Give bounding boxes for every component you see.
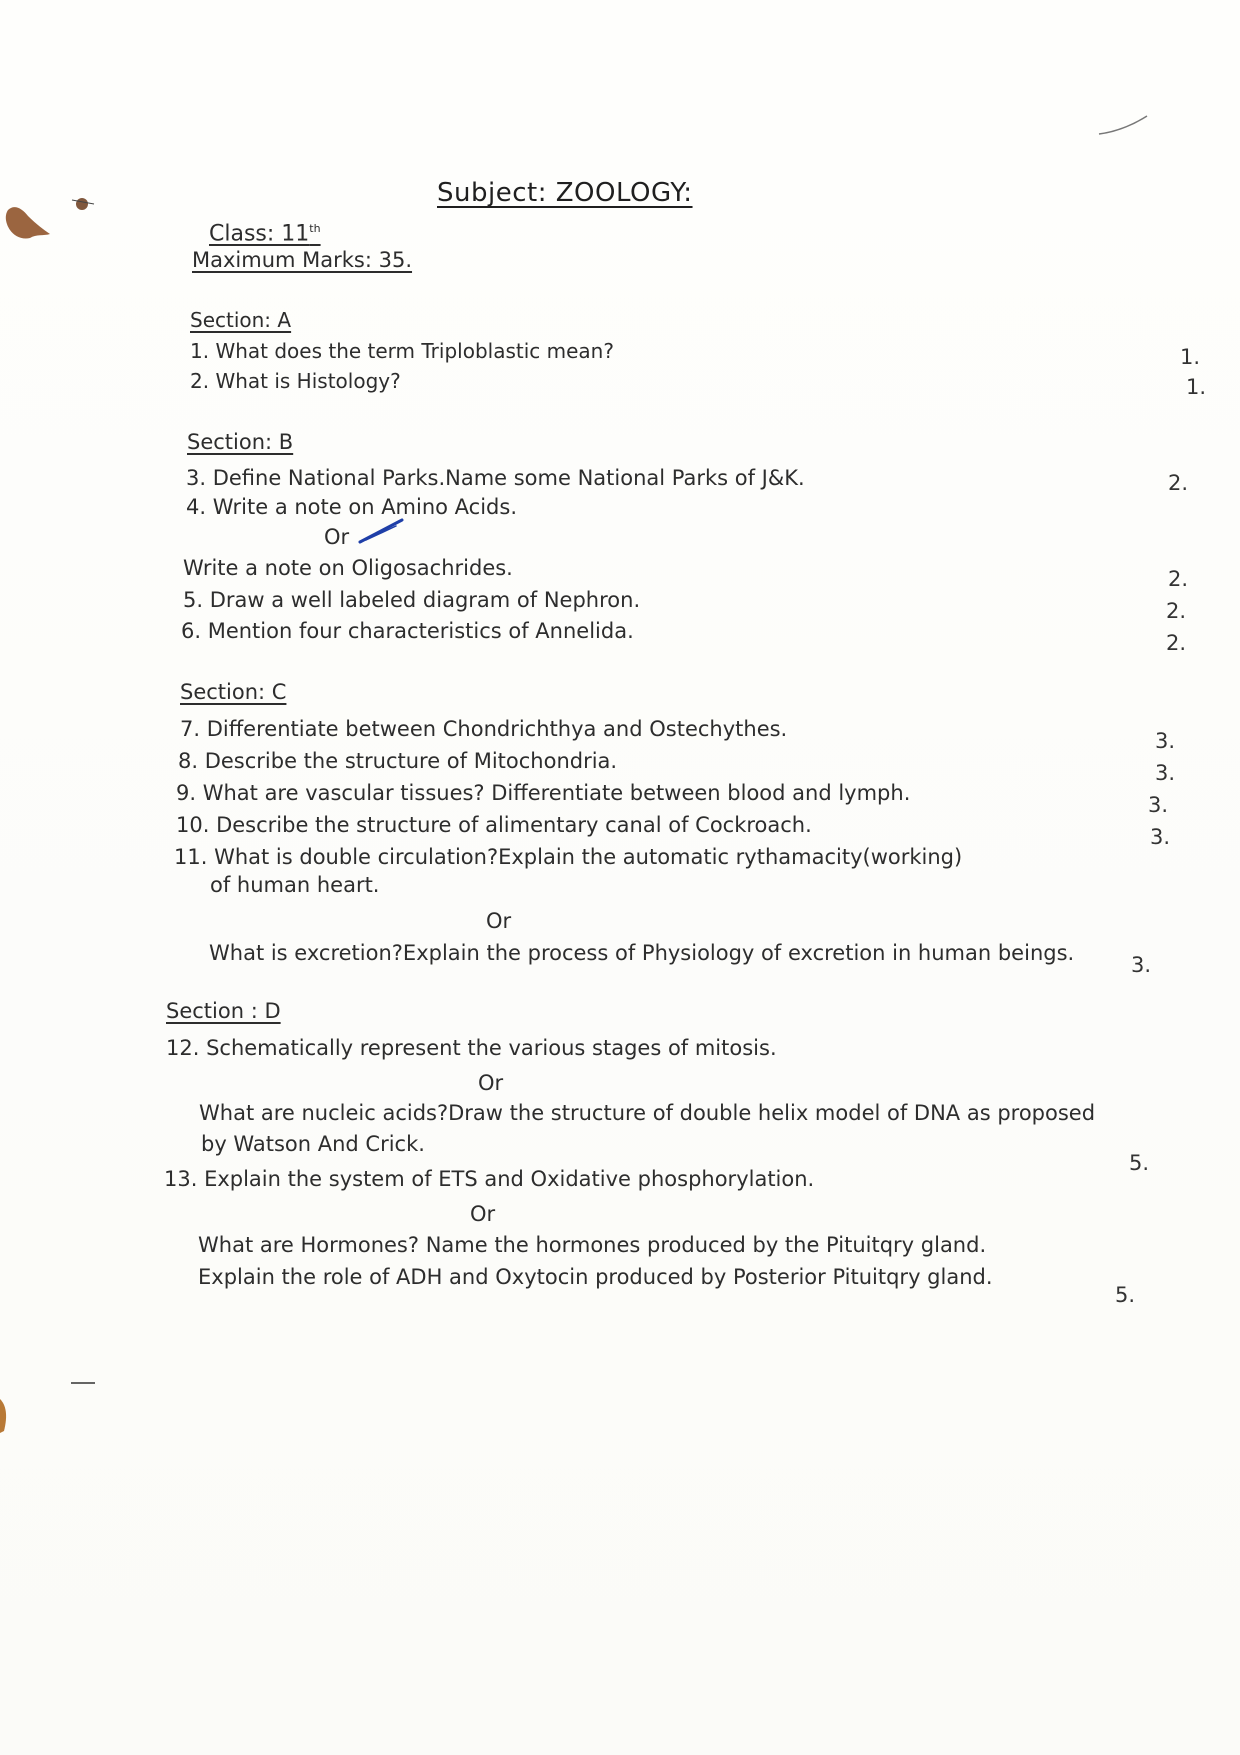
- question-11-or: Or: [486, 909, 512, 933]
- question-7-marks: 3.: [1155, 729, 1176, 753]
- question-11-alternative: What is excretion?Explain the process of Physiology of excretion in human beings.: [209, 941, 1075, 965]
- section-d-heading: Section : D: [166, 999, 281, 1023]
- question-6: 6. Mention four characteristics of Annelida.: [181, 619, 634, 643]
- question-12: 12. Schematically represent the various stages of mitosis.: [166, 1036, 777, 1060]
- question-4-or: Or: [324, 525, 350, 549]
- question-3-marks: 2.: [1168, 471, 1189, 495]
- question-7: 7. Differentiate between Chondrichthya and Ostechythes.: [180, 717, 788, 741]
- question-12-alternative: What are nucleic acids?Draw the structure of double helix model of DNA as proposed: [199, 1101, 1096, 1125]
- question-4-alternative: Write a note on Oligosachrides.: [183, 556, 513, 580]
- question-12-alternative-continued: by Watson And Crick.: [201, 1132, 425, 1156]
- section-a-heading: Section: A: [190, 308, 292, 332]
- question-13-alternative-continued: Explain the role of ADH and Oxytocin produced by Posterior Pituitqry gland.: [198, 1265, 993, 1289]
- class-value: Class: 11: [209, 221, 310, 247]
- class-label: [209, 216, 321, 247]
- question-12-or: Or: [478, 1071, 504, 1095]
- question-1-marks: 1.: [1180, 345, 1201, 369]
- question-10-marks: 3.: [1150, 825, 1171, 849]
- question-1: 1. What does the term Triploblastic mean?: [190, 339, 614, 363]
- question-9-marks: 3.: [1148, 793, 1169, 817]
- question-13-or: Or: [470, 1202, 496, 1226]
- ink-stain-icon: [0, 190, 100, 260]
- question-8-marks: 3.: [1155, 761, 1176, 785]
- question-13-marks: 5.: [1115, 1283, 1136, 1307]
- section-b-heading: Section: B: [187, 430, 294, 454]
- edge-stain-icon: [0, 1395, 12, 1435]
- section-c-heading: Section: C: [180, 680, 287, 704]
- question-2-marks: 1.: [1186, 375, 1207, 399]
- question-12-marks: 5.: [1129, 1151, 1150, 1175]
- question-3: 3. Define National Parks.Name some National Parks of J&K.: [186, 466, 805, 490]
- question-9: 9. What are vascular tissues? Differentiate between blood and lymph.: [176, 781, 911, 805]
- subject-title: Subject: ZOOLOGY:: [437, 178, 693, 208]
- question-11-continued: of human heart.: [210, 873, 380, 897]
- question-11-marks: 3.: [1131, 953, 1152, 977]
- pen-tick-icon: [356, 516, 406, 546]
- question-13-alternative: What are Hormones? Name the hormones produced by the Pituitqry gland.: [198, 1233, 987, 1257]
- question-4: 4. Write a note on Amino Acids.: [186, 495, 518, 519]
- question-4-marks: 2.: [1168, 567, 1189, 591]
- question-5: 5. Draw a well labeled diagram of Nephron.: [183, 588, 641, 612]
- maximum-marks: Maximum Marks: 35.: [192, 248, 413, 272]
- question-13: 13. Explain the system of ETS and Oxidative phosphorylation.: [164, 1167, 815, 1191]
- question-6-marks: 2.: [1166, 631, 1187, 655]
- class-superscript: th: [309, 222, 321, 235]
- question-11: 11. What is double circulation?Explain the automatic rythamacity(working): [174, 845, 963, 869]
- pen-stroke-icon: [1095, 110, 1155, 140]
- question-5-marks: 2.: [1166, 599, 1187, 623]
- question-10: 10. Describe the structure of alimentary canal of Cockroach.: [176, 813, 812, 837]
- question-8: 8. Describe the structure of Mitochondria.: [178, 749, 618, 773]
- question-2: 2. What is Histology?: [190, 369, 401, 393]
- dash-mark-icon: [70, 1380, 96, 1386]
